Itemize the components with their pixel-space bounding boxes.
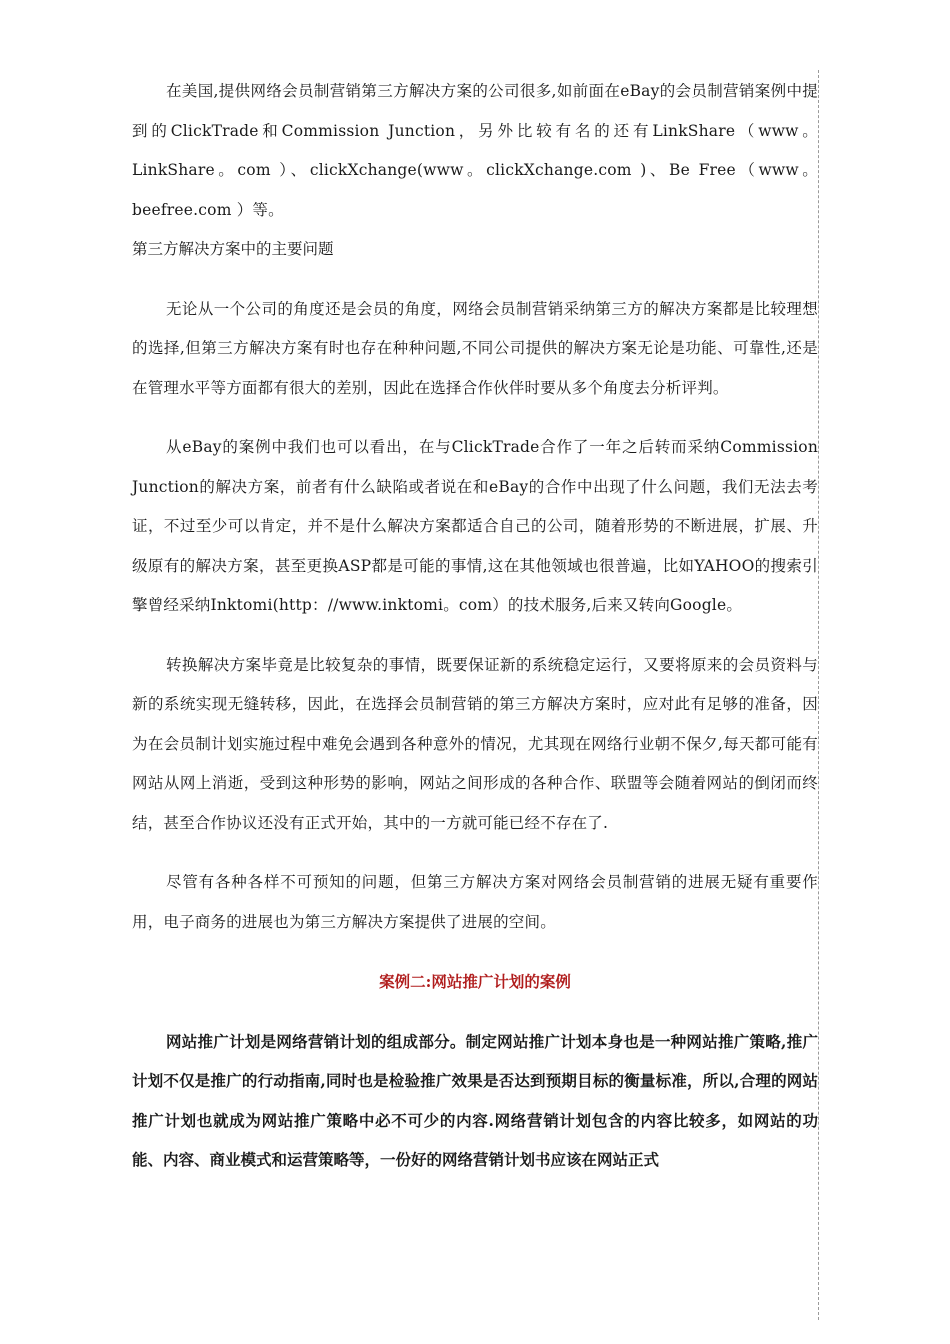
paragraph-choice-issues: 无论从一个公司的角度还是会员的角度，网络会员制营销采纳第三方的解决方案都是比较理想的选择,但第三方解决方案有时也存在种种问题,不同公司提供的解决方案无论是功能、可靠性,还是在管理水平等方面都有很大的差别，因此在选择合作伙伴时要从多个角度去分析评判。 [132, 299, 818, 397]
margin-rule [818, 70, 819, 1320]
section-heading-main-issues: 第三方解决方案中的主要问题 [132, 240, 334, 258]
paragraph-third-party-providers: 在美国,提供网络会员制营销第三方解决方案的公司很多,如前面在eBay的会员制营销案例中提到的ClickTrade和Commission Junction，另外比较有名的还有LinkShare（www。LinkShare。com ）、clickXchange(www。clickXchange.com )、Be Free（www。beefree.com ）等。 [132, 82, 818, 219]
paragraph-conclusion: 尽管有各种各样不可预知的问题，但第三方解决方案对网络会员制营销的进展无疑有重要作用，电子商务的进展也为第三方解决方案提供了进展的空间。 [132, 873, 818, 931]
paragraph-switching-solutions: 转换解决方案毕竟是比较复杂的事情，既要保证新的系统稳定运行，又要将原来的会员资料与新的系统实现无缝转移，因此，在选择会员制营销的第三方解决方案时，应对此有足够的准备，因为在会员制计划实施过程中难免会遇到各种意外的情况，尤其现在网络行业朝不保夕,每天都可能有网站从网上消逝，受到这种形势的影响，网站之间形成的各种合作、联盟等会随着网站的倒闭而终结，甚至合作协议还没有正式开始，其中的一方就可能已经不存在了. [132, 655, 818, 832]
paragraph-promotion-plan: 网站推广计划是网络营销计划的组成部分。制定网站推广计划本身也是一种网站推广策略,推广计划不仅是推广的行动指南,同时也是检验推广效果是否达到预期目标的衡量标准，所以,合理的网站推广计划也就成为网站推广策略中必不可少的内容.网络营销计划包含的内容比较多，如网站的功能、内容、商业模式和运营策略等，一份好的网络营销计划书应该在网站正式 [132, 1031, 818, 1169]
case-title: 案例二:网站推广计划的案例 [379, 972, 571, 991]
paragraph-ebay-example: 从eBay的案例中我们也可以看出，在与ClickTrade合作了一年之后转而采纳Commission Junction的解决方案，前者有什么缺陷或者说在和eBay的合作中出现了什么问题，我们无法去考证，不过至少可以肯定，并不是什么解决方案都适合自己的公司，随着形势的不断进展，扩展、升级原有的解决方案，甚至更换ASP都是可能的事情,这在其他领域也很普遍，比如YAHOO的搜索引擎曾经采纳Inktomi(http：//www.inktomi。com）的技术服务,后来又转向Google。 [132, 438, 818, 614]
document-body [132, 72, 818, 1180]
